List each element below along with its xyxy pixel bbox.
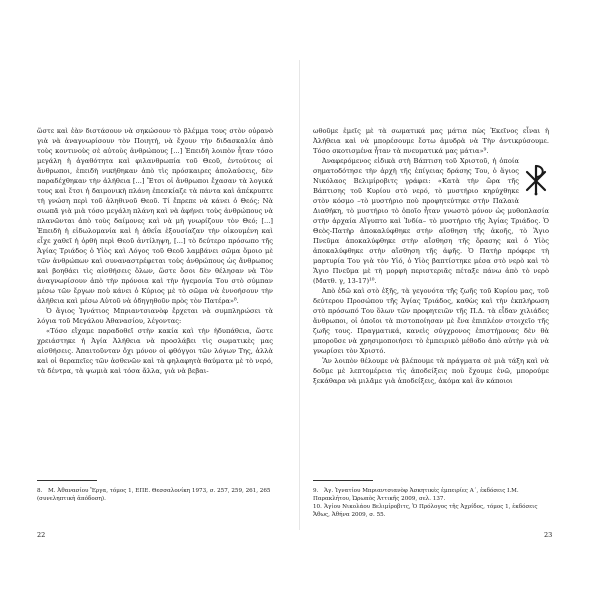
left-footnotes [37,480,273,503]
footnote-text: Ἁγίου Νικολάου Βελιμίροβιτς, Ὁ Πρόλογος τῆς Ἀχρίδος, τόμος 1, ἐκδόσεις Ἄθως, Ἀθήνα 2009, σ. 55. [313,504,538,518]
right-body-text [313,126,549,386]
paragraph: ὥστε καὶ ἐὰν διστάσουν νὰ σηκώσουν τὸ βλέμμα τους στὸν οὐρανὸ γιὰ νὰ ἀναγνωρίσουν τὸν Ποιητή, νὰ ἔχουν τὴν διδασκαλία ἀπὸ τοὺς κοντινοὺς σὲ αὐτοὺς ἀνθρώπους [...] Ἐπειδὴ λοιπὸν ἦταν τόσο μεγάλη ἡ ἀγαθότητα καὶ φιλανθρωπία τοῦ Θεοῦ, ἐντούτοις οἱ ἄνθρωποι, ἐπειδὴ νικήθηκαν ἀπὸ τὶς πρόσκαιρες ἀπολαύσεις, δὲν παραδέχθηκαν τὴν ἀλήθεια [...] Ἔτσι οἱ ἄνθρωποι ἔχασαν τὰ λογικά τους καὶ ἔτσι ἡ δαιμονικὴ πλάνη ἐπεσκίαζε τὰ πάντα καὶ ἀπέκρυπτε τὴ γνώση περὶ τοῦ ἀληθινοῦ Θεοῦ. Τί ἔπρεπε νὰ κάνει ὁ Θεός; Νὰ σιωπᾶ γιὰ μιὰ τόσο μεγάλη πλάνη καὶ νὰ ἀφήνει τοὺς ἀνθρώπους νὰ πλανῶνται ἀπὸ τοὺς δαίμονες καὶ νὰ μὴ γνωρίζουν τὸν Θεό; [...] Ἐπειδὴ ἡ εἰδωλομανία καὶ ἡ ἀθεΐα ἐξουσίαζαν τὴν οἰκουμένη καὶ εἶχε χαθεῖ ἡ ὀρθὴ περὶ Θεοῦ ἀντίληψη, [...] τὸ δεύτερο πρόσωπο τῆς Ἁγίας Τριάδος ὁ Υἱὸς καὶ Λόγος τοῦ Θεοῦ λαμβάνει σῶμα ὅμοιο μὲ τῶν ἀνθρώπων καὶ συναναστρέφεται τοὺς ἀνθρώπους ὡς ἄνθρωπος καὶ βοηθάει τὶς αἰσθήσεις ὅλων, ὥστε ὅσοι δὲν θέλησαν νὰ Τὸν ἀναγνωρίσουν ἀπὸ τὴν πρόνοια καὶ τὴν ἡγεμονία Του στὸ σύμπαν μέσω τῶν ἔργων ποὺ κάνει ὁ Κύριος μὲ τὸ σῶμα νὰ ἐννοήσουν τὴν ἀλήθεια καὶ μέσω Αὐτοῦ νὰ ὁδηγηθοῦν πρὸς τὸν Πατέρα»⁸. [37,127,273,305]
footnote [37,487,273,503]
footnote-rule [313,480,373,481]
paragraph: Ἂν λοιπὸν θέλουμε νὰ βλέπουμε τὰ πράγματα σὲ μιὰ τάξη καὶ νὰ δοῦμε μὲ λεπτομέρεια τὶς ἀποδείξεις ποὺ ἔχουμε ἐνῶ, μπορούμε ξεκάθαρα νὰ μιλᾶμε γιὰ ἀποδείξεις, ἀκόμα καὶ ἂν κάποιοι [313,357,549,385]
right-footnotes [313,480,549,519]
left-page [37,60,273,530]
footnote [313,503,549,519]
footnote-number: 8. [37,488,43,494]
paragraph: Ἀπὸ ἐδῶ καὶ στὸ ἑξῆς, τὰ γεγονότα τῆς ζωῆς τοῦ Κυρίου μας, τοῦ δεύτερου Προσώπου τῆς Ἁγίας Τριάδος, καθὼς καὶ τὴν ἐκπλήρωση στὸ πρόσωπό Του ὅλων τῶν προφητειῶν τῆς Π.Δ. τὰ εἶδαν χιλιάδες ἄνθρωποι, οἱ ὁποῖοι τὰ πιστοποίησαν μὲ ἕνα ἐπιπλέον στοιχεῖο τῆς ζωῆς τους. Πραγματικά, κανεὶς σύγχρονος ἐπιστήμονας δὲν θὰ μποροῦσε νὰ χρησιμοποιήσει τὸ ἐμπειρικὸ μέθοδο ἀπὸ αὐτὴν γιὰ νὰ γνωρίσει τὸν Χριστό. [313,287,549,355]
page-number-right: 23 [544,531,553,539]
chi-rho-icon [523,158,549,198]
paragraph: Ὁ ἅγιος Ἰγνάτιος Μπριαντσιανὸφ ἔρχεται νὰ συμπληρώσει τὰ λόγια τοῦ Μεγάλου Ἀθανασίου, λέγοντας: [37,307,273,325]
footnote-number: 9. [313,488,319,494]
page-gutter [299,60,300,530]
footnote-text: Μ. Ἀθανασίου Ἔργα, τόμος 1, ΕΠΕ. Θεσσαλονίκη 1973, σ. 257, 259, 261, 265 (συνεληπτικὴ ἀπόδοση). [37,488,271,502]
paragraph: Ἀναφερόμενος εἰδικὰ στὴ Βάπτιση τοῦ Χριστοῦ, ἡ ὁποία σηματοδότησε τὴν ἀρχὴ τῆς ἐπίγειας δράσης Του, ὁ ἅγιος Νικόλαος Βελιμίροβιτς γράφει: «Κατὰ τὴν ὥρα τῆς Βάπτισης τοῦ Κυρίου στὸ νερό, τὸ μυστήριο κηρύχθηκε στὸν κόσμο –τὸ μυστήριο ποὺ προφητεύτηκε στὴν Παλαιὰ Διαθήκη, τὸ μυστήριο τὸ ὁποῖο ἦταν γνωστὸ μόνον ὡς μυθοπλασία στὴν ἀρχαία Αἴγυπτο καὶ Ἰνδία– τὸ μυστήριο τῆς Ἁγίας Τριάδος. Ὁ Θεὸς-Πατὴρ ἀποκαλύφθηκε στὴν αἴσθηση τῆς ἀκοῆς, τὸ Ἅγιο Πνεῦμα ἀποκαλύφθηκε στὴν αἴσθηση τῆς ὅρασης καὶ ὁ Υἱὸς ἀποκαλύφθηκε στὴν αἴσθηση τῆς ἀφῆς. Ὁ Πατὴρ πρόφερε τὴ μαρτυρία Του γιὰ τὸν Υἱό, ὁ Υἱὸς βαπτίστηκε μέσα στὸ νερὸ καὶ τὸ Ἅγιο Πνεῦμα μὲ τὴ μορφὴ περιστεριᾶς πέταξε πάνω ἀπὸ τὸ νερὸ (Ματθ. γ, 13-17)¹⁰. [313,157,549,285]
paragraph: «Τόσο εἴχαμε παραδοθεῖ στὴν κακία καὶ τὴν ἡδυπάθεια, ὥστε χρειάστηκε ἡ Ἁγία Ἀλήθεια νὰ προσλάβει τὶς σωματικὲς μας αἰσθήσεις. Ἀπαιτοῦνταν ὄχι μόνον οἱ φθόγγοι τῶν λόγων Της, ἀλλὰ καὶ οἱ θεραπεῖες τῶν ἀσθενῶν καὶ τὰ φηλαφητὰ θαύματα μὲ τὸ νερό, τὰ δέντρα, τὰ ψωμιὰ καὶ τόσα ἄλλα, γιὰ νὰ βεβαι- [37,327,273,375]
footnote [313,487,549,503]
footnote-rule [37,480,97,481]
page-number-left: 22 [37,531,46,539]
footnote-text: Ἁγ. Ἰγνατίου Μπριαντσιανὸφ Ἀσκητικὲς ἐμπειρίες Α΄, ἐκδόσεις Ι.Μ. Παρακλήτου, Ὠρωπὸς Ἀττικῆς 2009, σελ. 137. [313,488,519,502]
left-body-text [37,126,273,376]
footnote-number: 10. [313,504,322,510]
paragraph: ωθοῦμε ἐμεῖς μὲ τὰ σωματικά μας μάτια πὼς Ἐκεῖνος εἶναι ἡ Ἀλήθεια καὶ νὰ μπορέσουμε ἔστω ἀμυδρὰ νὰ Τὴν ἀντικρύσουμε. Τόσο σκοτισμένα ἦταν τὰ πνευματικά μας μάτια»⁹. [313,127,549,155]
right-page [313,60,549,530]
